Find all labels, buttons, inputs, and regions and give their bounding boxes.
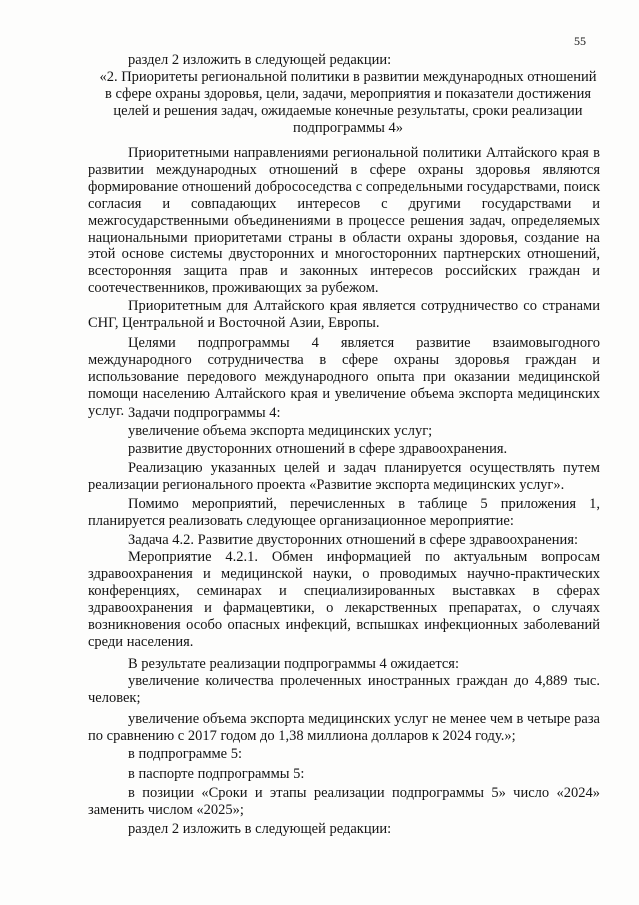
quoted-section-heading: «2. Приоритеты региональной политики в развитии международных отношений в сфере охраны здоровья, цели, задачи, мероприятия и показатели достижения целей и решения задач, ожидаемые конечные результаты, сроки реализации подпрограммы 4»	[99, 69, 597, 136]
paragraph-measure-4-2-1: Мероприятие 4.2.1. Обмен информацией по актуальным вопросам здравоохранения и медицинской науки, о проводимых научно-практических конференциях, семинарах и специализированных выставках в сферах здравоохранения и фармацевтики, о лекарственных препаратах, о случаях возникновения особо опасных инфекций, вспышках инфекционных заболеваний среди населения.	[88, 549, 600, 650]
paragraph-passport-5: в паспорте подпрограммы 5:	[128, 766, 305, 782]
paragraph-result-export: увеличение объема экспорта медицинских услуг не менее чем в четыре раза по сравнению с 2017 годом до 1,38 миллиона долларов к 2024 году.»;	[88, 711, 600, 744]
paragraph-expected-results: В результате реализации подпрограммы 4 ожидается:	[128, 656, 459, 672]
page-number: 55	[574, 34, 586, 48]
paragraph-additional-measures: Помимо мероприятий, перечисленных в таблице 5 приложения 1, планируется реализовать следующее организационное мероприятие:	[88, 496, 600, 529]
paragraph-subprogram-5: в подпрограмме 5:	[128, 746, 243, 762]
paragraph-goals: Целями подпрограммы 4 является развитие взаимовыгодного международного сотрудничества в сфере охраны здоровья граждан и использование передового международного опыта при оказании медицинской помощи населению Алтайского края и увеличение объема экспорта медицинских услуг.	[88, 335, 600, 419]
paragraph-cooperation-countries: Приоритетным для Алтайского края является сотрудничество со странами СНГ, Центральной и Восточной Азии, Европы.	[88, 298, 600, 331]
paragraph-task-4-2: Задача 4.2. Развитие двусторонних отношений в сфере здравоохранения:	[128, 532, 579, 548]
paragraph-task-export: увеличение объема экспорта медицинских услуг;	[128, 423, 433, 439]
paragraph-section-2-instruction: раздел 2 изложить в следующей редакции:	[128, 821, 392, 837]
paragraph-section-instruction: раздел 2 изложить в следующей редакции:	[128, 52, 392, 68]
paragraph-task-bilateral: развитие двусторонних отношений в сфере здравоохранения.	[128, 441, 508, 457]
paragraph-priorities: Приоритетными направлениями региональной политики Алтайского края в развитии международных отношений в сфере охраны здоровья являются формирование отношений добрососедства с сопредельными государствами, поиск согласия и совпадающих интересов с другими государствами и межгосударственными объединениями в процессе решения задач, определяемых национальными приоритетами страны в области охраны здоровья, создание на этой основе системы двусторонних и многосторонних партнерских отношений, всесторонняя защита прав и законных интересов российских граждан и соотечественников, проживающих за рубежом.	[88, 145, 600, 297]
paragraph-replace-year: в позиции «Сроки и этапы реализации подпрограммы 5» число «2024» заменить числом «2025»;	[88, 785, 600, 818]
paragraph-implementation: Реализацию указанных целей и задач планируется осуществлять путем реализации регионального проекта «Развитие экспорта медицинских услуг».	[88, 460, 600, 493]
paragraph-tasks-heading: Задачи подпрограммы 4:	[128, 405, 281, 421]
paragraph-result-patients: увеличение количества пролеченных иностранных граждан до 4,889 тыс. человек;	[88, 673, 600, 706]
